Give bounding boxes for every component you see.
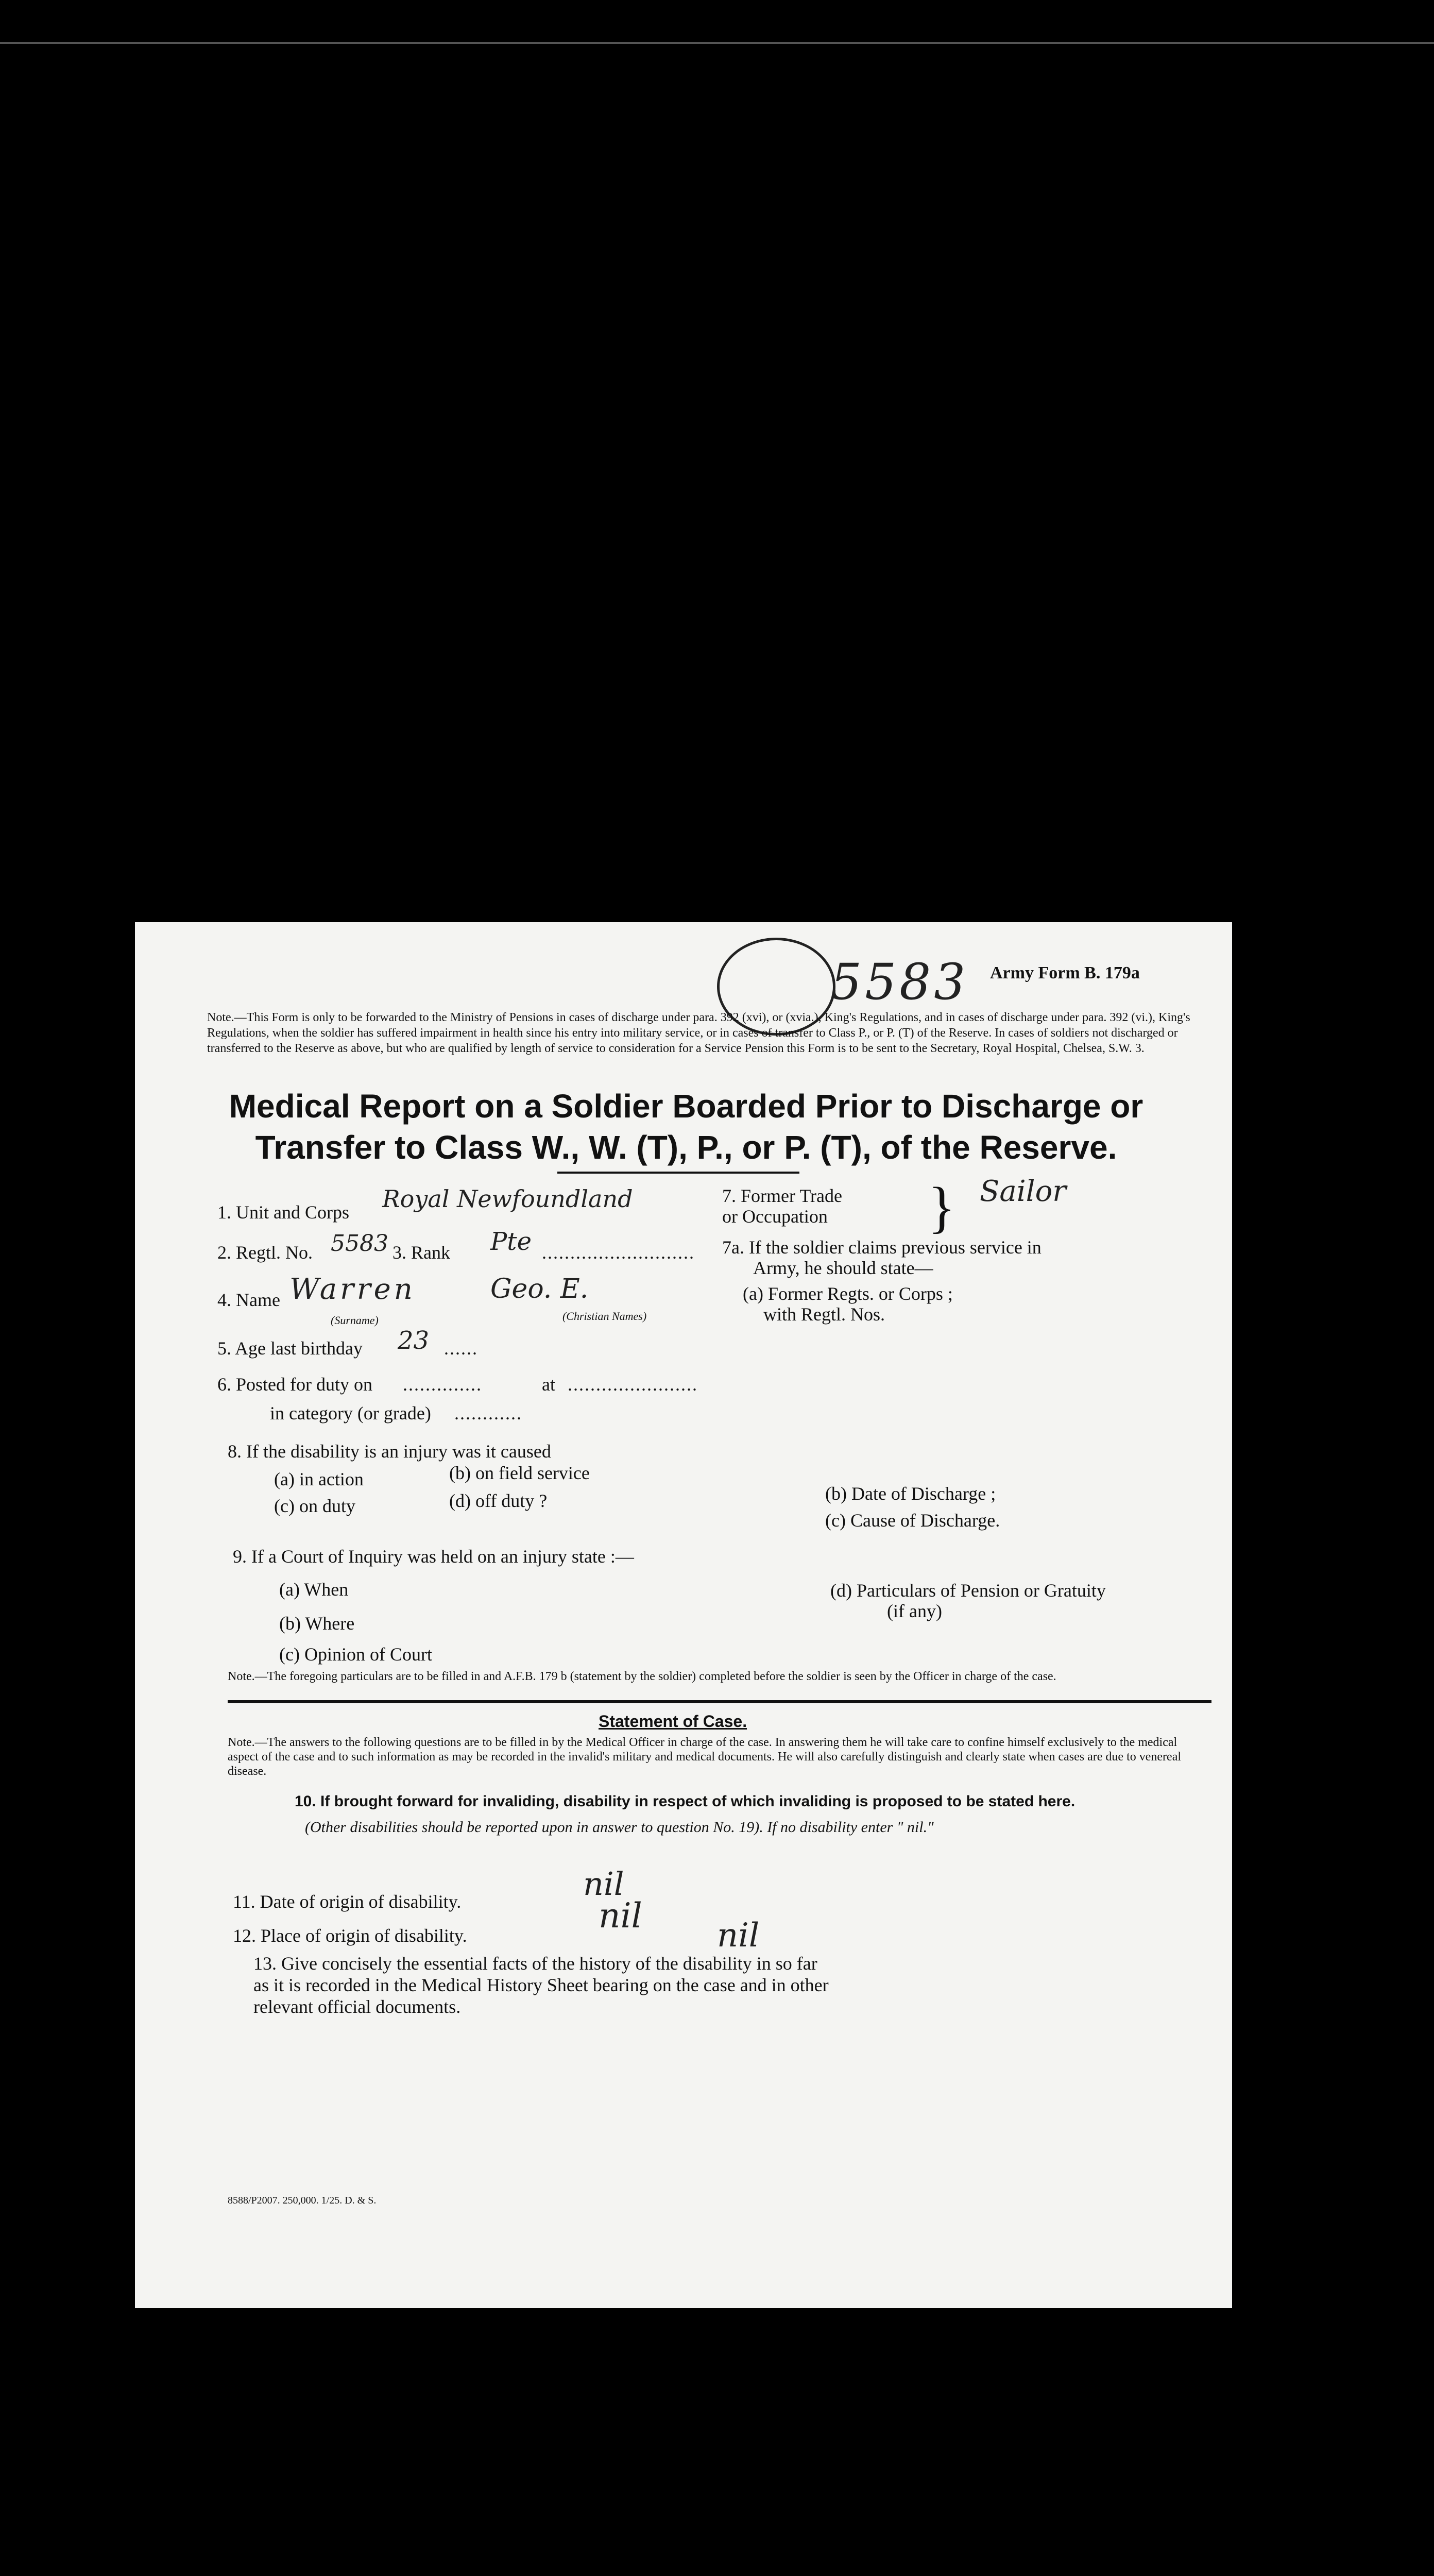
question-10: 10. If brought forward for invaliding, disability in respect of which invaliding is proposed to be stated here.: [295, 1793, 1076, 1810]
age-label: 5. Age last birthday: [217, 1338, 363, 1359]
posted-label: 6. Posted for duty on: [217, 1374, 372, 1395]
in-action: (a) in action: [274, 1469, 364, 1489]
statement-note: Note.—The answers to the following questions are to be filled in by the Medical Officer in charge of the case. In answering them he will take care to confine himself exclusively to the medical aspect of the case and to such information as may be recorded in the invalid's military and medical documents. He will also carefully distinguish and clearly state when cases are due to venereal disease.: [228, 1736, 1182, 1778]
question-12-answer: nil: [599, 1896, 642, 1936]
question-10-subtext: (Other disabilities should be reported upon in answer to question No. 19). If no disability enter " nil.": [305, 1819, 934, 1836]
inquiry-when: (a) When: [279, 1579, 349, 1600]
statement-heading: Statement of Case.: [599, 1712, 747, 1731]
on-duty: (c) on duty: [274, 1496, 355, 1516]
rank-label: 3. Rank: [392, 1242, 450, 1263]
injury-label: 8. If the disability is an injury was it caused: [228, 1441, 551, 1462]
form-title-line-2: Transfer to Class W., W. (T), P., or P. (T), of the Reserve.: [255, 1129, 1117, 1166]
question-13: 13. Give concisely the essential facts of the history of the disability in so far as it is recorded in the Medical History Sheet bearing on the case and in other relevant official documents.: [253, 1953, 829, 2017]
rank-dots: ...........................: [542, 1242, 695, 1263]
off-duty: (d) off duty ?: [449, 1490, 548, 1511]
date-of-discharge: (b) Date of Discharge ;: [825, 1483, 996, 1504]
christian-names-caption: (Christian Names): [562, 1310, 647, 1323]
inquiry-where: (b) Where: [279, 1613, 355, 1634]
surname-value: Warren: [289, 1273, 416, 1306]
surname-caption: (Surname): [331, 1314, 379, 1327]
trade-label-2: or Occupation: [722, 1206, 828, 1227]
question-11: 11. Date of origin of disability.: [233, 1891, 462, 1912]
question-13-answer: nil: [717, 1917, 760, 1955]
category-label: in category (or grade): [270, 1403, 431, 1423]
medical-report-form: [135, 922, 1232, 2308]
title-underline: [557, 1172, 799, 1174]
former-regts-label-2: with Regtl. Nos.: [763, 1304, 885, 1325]
name-label: 4. Name: [217, 1290, 280, 1310]
pension-label-2: (if any): [887, 1601, 942, 1621]
unit-value: Royal Newfoundland: [382, 1185, 633, 1213]
unit-label: 1. Unit and Corps: [217, 1202, 349, 1223]
brace: }: [928, 1176, 955, 1239]
print-code: 8588/P2007. 250,000. 1/25. D. & S.: [228, 2195, 377, 2206]
field-service: (b) on field service: [449, 1463, 590, 1483]
divider-line: [228, 1700, 1211, 1703]
form-number: Army Form B. 179a: [990, 963, 1140, 982]
age-dots: ......: [444, 1338, 478, 1359]
form-title-line-1: Medical Report on a Soldier Boarded Prior to Discharge or: [229, 1088, 1143, 1125]
posted-at-dots: .......................: [568, 1374, 698, 1395]
prev-service-label-2: Army, he should state—: [753, 1258, 933, 1278]
middle-note: Note.—The foregoing particulars are to be filled in and A.F.B. 179 b (statement by the soldier) completed before the soldier is seen by the Officer in charge of the case.: [228, 1670, 1056, 1683]
inquiry-label: 9. If a Court of Inquiry was held on an injury state :—: [233, 1546, 634, 1567]
trade-label-1: 7. Former Trade: [722, 1185, 842, 1206]
trade-value: Sailor: [980, 1175, 1067, 1208]
category-dots: ............: [454, 1403, 522, 1423]
stamp-number: 5583: [830, 953, 969, 1011]
christian-names-value: Geo. E.: [490, 1274, 589, 1304]
film-edge-line: [0, 42, 1434, 44]
rank-value: Pte: [490, 1227, 532, 1256]
posted-dots: ..............: [403, 1374, 482, 1395]
inquiry-opinion: (c) Opinion of Court: [279, 1644, 432, 1665]
regtl-label: 2. Regtl. No.: [217, 1242, 313, 1263]
regtl-value: 5583: [331, 1230, 388, 1257]
posted-at: at: [542, 1374, 555, 1395]
prev-service-label-1: 7a. If the soldier claims previous service in: [722, 1237, 1042, 1258]
age-value: 23: [398, 1326, 430, 1355]
former-regts-label-1: (a) Former Regts. or Corps ;: [743, 1283, 953, 1304]
cause-of-discharge: (c) Cause of Discharge.: [825, 1510, 1000, 1531]
question-11-answer: nil: [583, 1865, 624, 1903]
pension-label-1: (d) Particulars of Pension or Gratuity: [830, 1580, 1106, 1601]
top-note: Note.—This Form is only to be forwarded to the Ministry of Pensions in cases of discharge under para. 392 (xvi), or (xvia.), King's Regulations, and in cases of discharge under para. 392 (vi.), King's Regulations, when the soldier has suffered impairment in health since his entry into military service, or in cases of transfer to Class P., or P. (T) of the Reserve. In cases of soldiers not discharged or transferred to the Reserve as above, but who are qualified by length of service to consideration for a Service Pension this Form is to be sent to the Secretary, Royal Hospital, Chelsea, S.W. 3.: [207, 1011, 1190, 1055]
question-12: 12. Place of origin of disability.: [233, 1925, 467, 1946]
